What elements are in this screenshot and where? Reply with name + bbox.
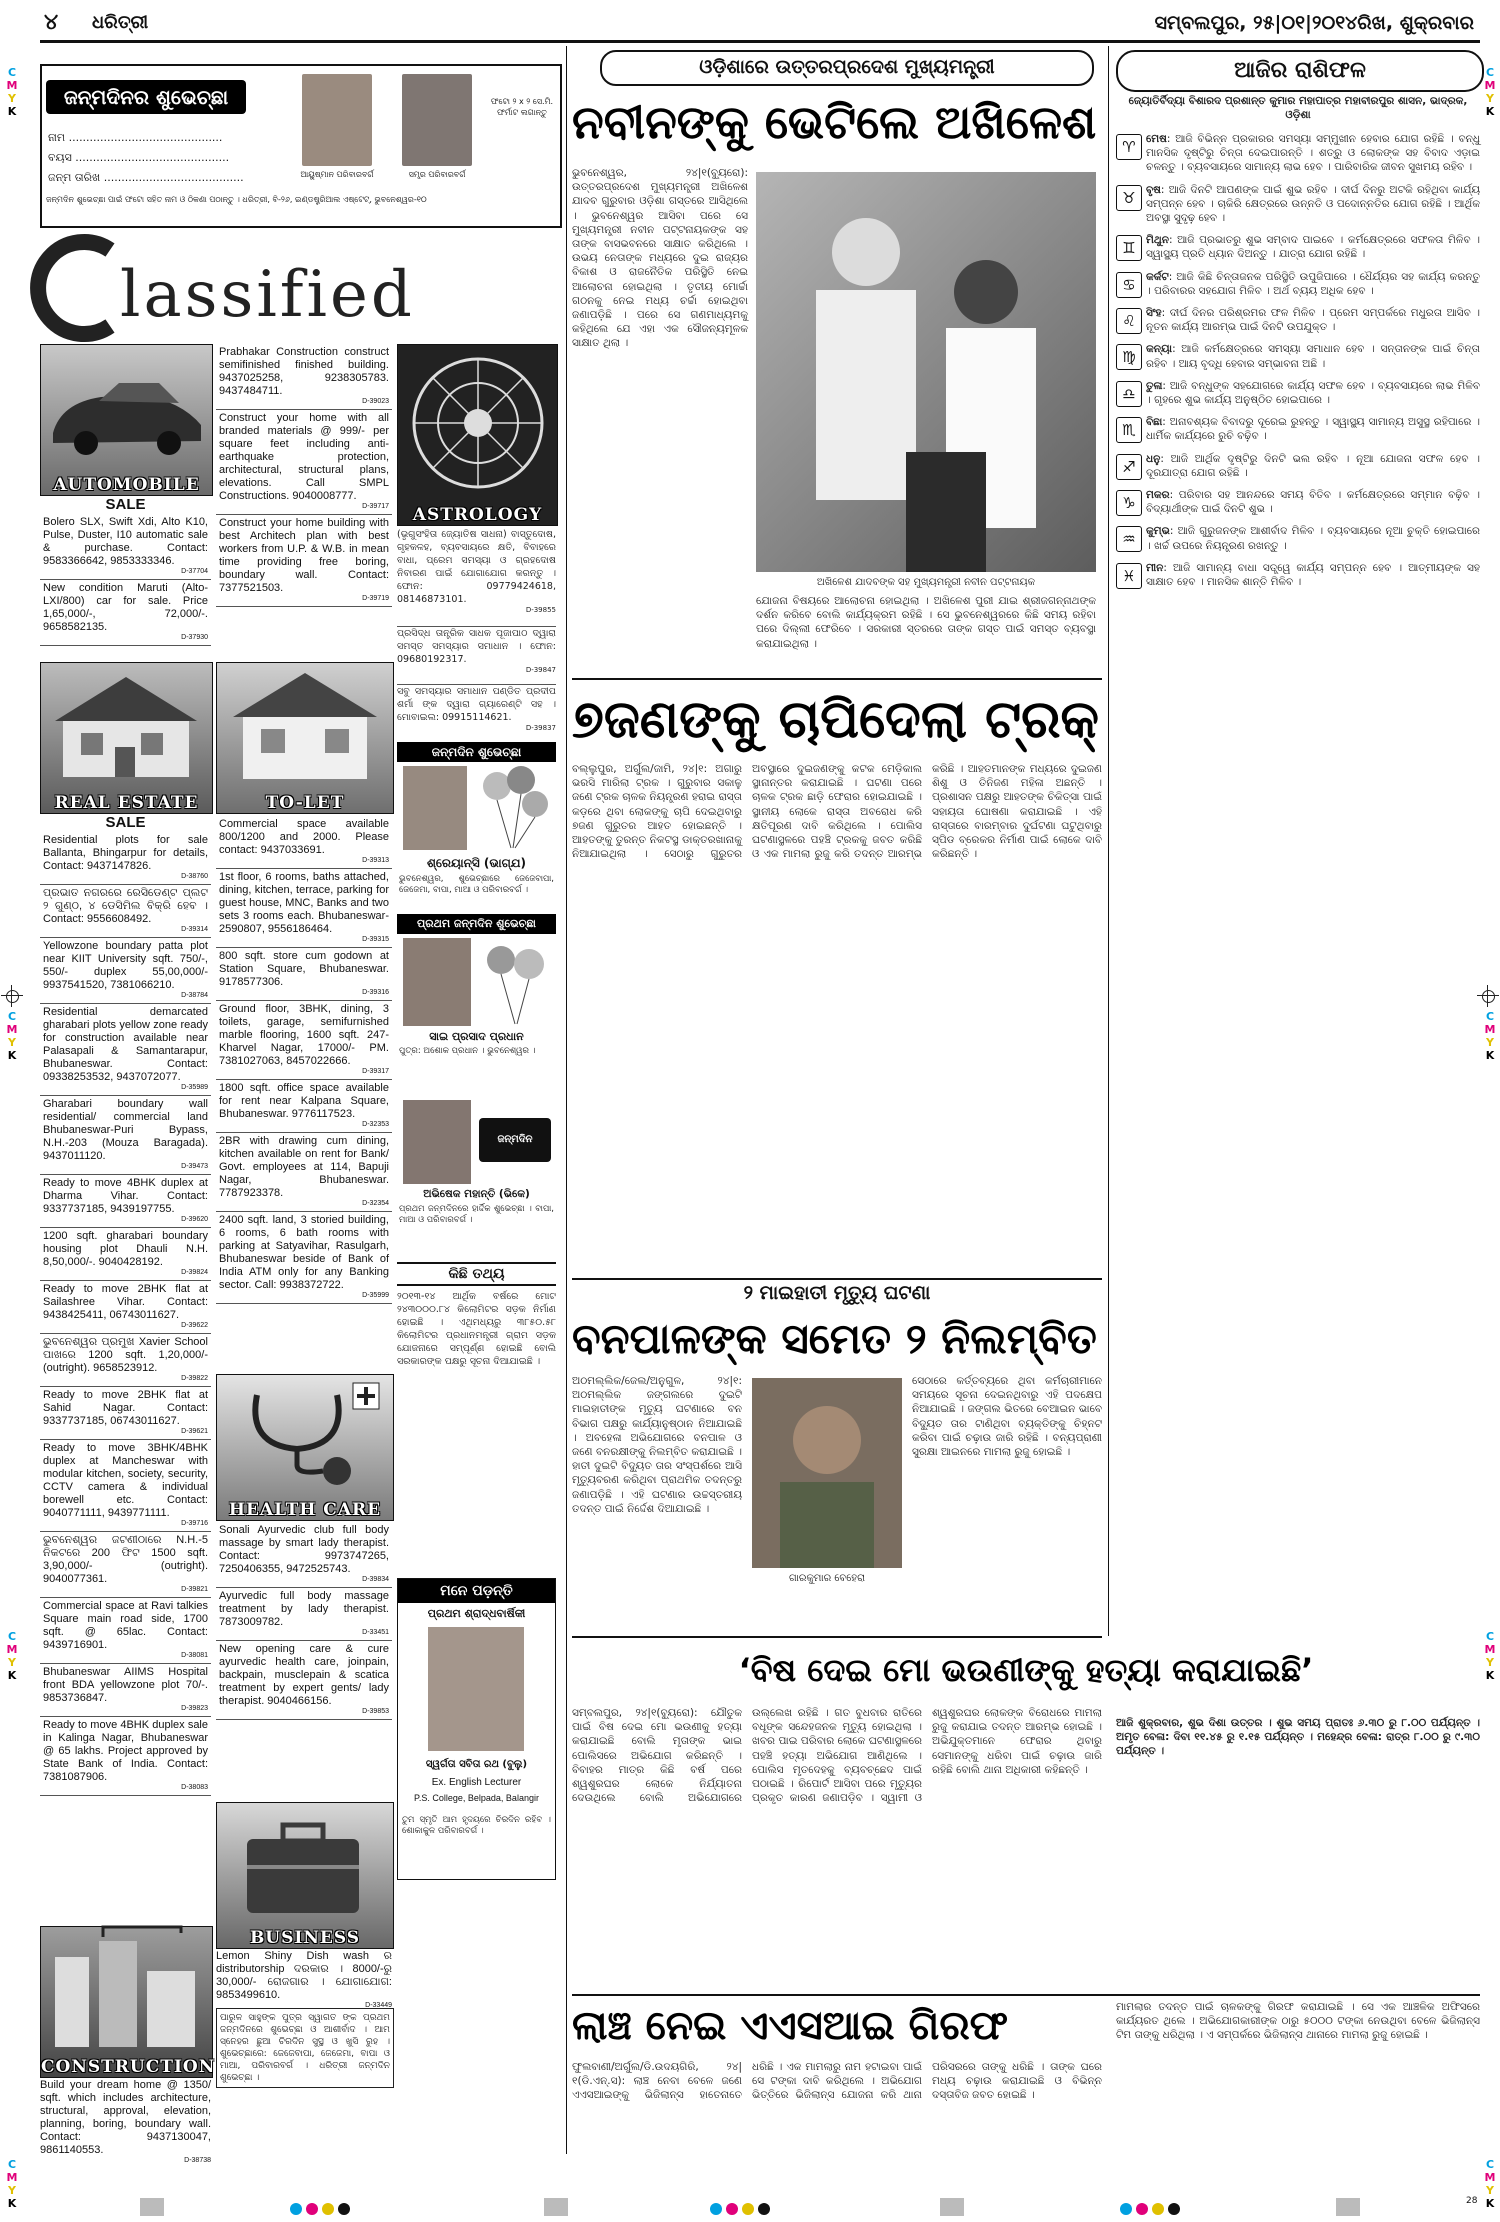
- classified-ad: [216, 1001, 392, 1080]
- ad-code: D-39316: [362, 989, 389, 996]
- ad-code: D-39313: [362, 857, 389, 864]
- classified-ad-text: 1st floor, 6 rooms, baths attached, dining, kitchen, terrace, parking for guest house, MNC, Banks and two sets 3 rooms each. Bhubaneswar-2590807, 9556186464.: [219, 871, 389, 935]
- classified-title: [40, 232, 558, 342]
- ad-code: D-39822: [181, 1375, 208, 1382]
- classified-ad: [40, 1334, 211, 1387]
- classified-ad-text: 1800 sqft. office space available for rent near Kalpana Square, Bhubaneswar. 9776117523.: [219, 1082, 389, 1120]
- balloons-icon: [479, 940, 553, 1026]
- birthday-template-box: ଜନ୍ମଦିନର ଶୁଭେଚ୍ଛା ନାମ ............................................ ବୟସ ............................................ ଜନ୍ମ ତାରିଖ ........................................ ଆୟୁଷ୍ମାନ ପରିବାରବର୍ଗ ସମ୍ବ୍ର ପରିବାରବର୍ଗ ଫଟୋ ୨ x ୨ ସେ.ମି. ଫର୍ମାଟ ଲଗାନ୍ତୁ ଜନ୍ମଦିନ ଶୁଭେଚ୍ଛା ପାଇଁ ଫଟୋ ସହିତ ନାମ ଓ ଠିକଣା ପଠାନ୍ତୁ । ଧରିତ୍ରୀ, ବି-୨୬, ଇଣ୍ଡଷ୍ଟ୍ରିଆଲ ଏଷ୍ଟେଟ୍, ଭୁବନେଶ୍ୱର-୧୦: [40, 64, 562, 228]
- zodiac-sign-icon: ♉: [1116, 185, 1142, 211]
- forest-body-continued: ସେଠାରେ କର୍ତ୍ତବ୍ୟରେ ଥିବା କର୍ମଚାରୀମାନେ ସମୟରେ ସୂଚନା ଦେଇନଥିବାରୁ ଏହି ପଦକ୍ଷେପ ନିଆଯାଇଛି । ଜଙ୍ଗଲ ଭିତରେ ବେଆଇନ ଭାବେ ବିଦ୍ୟୁତ ତାର ଟାଣିଥିବା ବ୍ୟକ୍ତିଙ୍କୁ ଚିହ୍ନଟ କରିବା ପାଇଁ ଚଢ଼ାଉ ଜାରି ରହିଛି । ବନ୍ୟପ୍ରାଣୀ ସୁରକ୍ଷା ଆଇନରେ ମାମଲା ରୁଜୁ ହୋଇଛି ।: [912, 1375, 1102, 1459]
- rashi-text: ବୃଷ: ଆଜି ଦିନଟି ଆପଣଙ୍କ ପାଇଁ ଶୁଭ ରହିବ । ଦୀର୍ଘ ଦିନରୁ ଅଟକି ରହିଥିବା କାର୍ଯ୍ୟ ସମ୍ପନ୍ନ ହେବ । ଚାକିରି କ୍ଷେତ୍ରରେ ଉନ୍ନତି ଓ ପଦୋନ୍ନତିର ଯୋଗ ରହିଛି । ଆର୍ଥିକ ଅବସ୍ଥା ସୁଦୃଢ଼ ହେବ ।: [1146, 183, 1480, 225]
- ad-code: D-38081: [181, 1652, 208, 1659]
- zodiac-sign-icon: ♍: [1116, 344, 1142, 370]
- lead-headline: ନବୀନଙ୍କୁ ଭେଟିଲେ ଅଖିଳେଶ: [572, 95, 1097, 149]
- rashi-prediction: ଆଜି କର୍ମକ୍ଷେତ୍ରରେ ସମସ୍ୟା ସମାଧାନ ହେବ । ସନ୍ତାନଙ୍କ ପାଇଁ ଚିନ୍ତା ରହିବ । ଆୟ ବୃଦ୍ଧି ହେବାର ସମ୍ଭାବନା ଅଛି ।: [1146, 343, 1480, 370]
- classified-ad: [40, 1440, 211, 1532]
- ad-code: D-38738: [184, 2157, 211, 2164]
- to-let-label: TO-LET: [265, 793, 345, 813]
- facts-text: ୨୦୧୩-୧୪ ଆର୍ଥିକ ବର୍ଷରେ ମୋଟ ୨୪୩୦୦୦.୮୪ କିଲୋମିଟର ସଡ଼କ ନିର୍ମାଣ ହୋଇଛି । ଏଥିମଧ୍ୟରୁ ୩୮୫୦.୫୮ କିଲୋମିଟର ପ୍ରଧାନମନ୍ତ୍ରୀ ଗ୍ରାମ ସଡ଼କ ଯୋଜନାରେ ସମ୍ପୂର୍ଣ୍ଣ ହୋଇଛି ବୋଲି ସରକାରଙ୍କ ପକ୍ଷରୁ ସୂଚନା ଦିଆଯାଇଛି ।: [397, 1291, 556, 1367]
- classified-ad-text: New condition Maruti (Alto-LXI/800) car for sale. Price 1,65,000/-, 72,000/-. 9658582135.: [43, 582, 208, 633]
- classified-ad-text: Residential demarcated gharabari plots yellow zone ready for construction available near Palasapali & Samantarapur, Bhubaneswar. Contact: 09338253532, 9437072077.: [43, 1006, 208, 1083]
- classified-ad-text: Ayurvedic full body massage treatment by lady therapist. 7873009782.: [219, 1590, 389, 1628]
- rashi-prediction: ଆଜି ବିଭିନ୍ନ ପ୍ରକାରର ସମସ୍ୟା ସମ୍ମୁଖୀନ ହେବାର ଯୋଗ ରହିଛି । ବନ୍ଧୁ ମାନସିକ ଦୃଷ୍ଟିରୁ ଚିନ୍ତା ଦେଇପାରନ୍ତି । ଶତ୍ରୁ ଓ ଲୋକଙ୍କ ସହ ବିବାଦ ଏଡ଼ାଇ ଚଳନ୍ତୁ । ବ୍ୟବସାୟରେ ସାମାନ୍ୟ ଲାଭ ହେବ । ପାରିବାରିକ ଜୀବନ ସୁଖମୟ ରହିବ ।: [1146, 133, 1480, 174]
- classified-ad: [216, 1641, 392, 1720]
- registration-mark-top-left: C M Y K: [6, 66, 18, 118]
- ad-code: D-39853: [362, 1708, 389, 1715]
- zodiac-sign-icon: ♏: [1116, 417, 1142, 443]
- house-icon: [217, 663, 393, 783]
- rashifala-title-text: ଆଜିର ରାଶିଫଳ: [1234, 58, 1366, 83]
- rashi-name: ଧନୁ: [1146, 452, 1161, 465]
- construction-label: CONSTRUCTION: [41, 2057, 216, 2077]
- classified-ad-text: 2BR with drawing cum dining, kitchen available on rent for Bank/ Govt. employees at 114, Bapuji Nagar, Bhubaneswar. 7787923378.: [219, 1135, 389, 1199]
- ad-code: D-39717: [362, 503, 389, 510]
- rashi-prediction: ଆଜି ବନ୍ଧୁଙ୍କ ସହଯୋଗରେ କାର୍ଯ୍ୟ ସଫଳ ହେବ । ବ୍ୟବସାୟରେ ଲାଭ ମିଳିବ । ଗୃହରେ ଶୁଭ କାର୍ଯ୍ୟ ଅନୁଷ୍ଠିତ ହୋଇପାରେ ।: [1146, 379, 1480, 407]
- astrology-ad-2: [397, 626, 556, 674]
- rashi-name: କନ୍ୟା: [1146, 343, 1173, 356]
- zodiac-sign-icon: ♐: [1116, 454, 1142, 480]
- ad-code: D-35999: [362, 1292, 389, 1299]
- ad-code: D-39621: [181, 1428, 208, 1435]
- automobile-banner: [40, 344, 213, 496]
- child-photo-sai: [403, 938, 471, 1026]
- classified-ad-text: 1200 sqft. gharabari boundary housing plot Dhauli N.H. 8,50,000/-. 9040428192.: [43, 1230, 208, 1268]
- rashi-text: କନ୍ୟା: ଆଜି କର୍ମକ୍ଷେତ୍ରରେ ସମସ୍ୟା ସମାଧାନ ହେବ । ସନ୍ତାନଙ୍କ ପାଇଁ ଚିନ୍ତା ରହିବ । ଆୟ ବୃଦ୍ଧି ହେବାର ସମ୍ଭାବନା ଅଛି ।: [1146, 343, 1480, 370]
- house-icon: [41, 663, 212, 783]
- real-estate-label: REAL ESTATE: [54, 793, 199, 813]
- astrology-ad-1-text: (ଭୃଗୁସଂହିତା ଜ୍ୟୋତିଷ ସାଧନା) ବାସ୍ତୁଦୋଷ, ଗୃହକଳହ, ବ୍ୟବସାୟରେ କ୍ଷତି, ବିବାହରେ ବାଧା, ପ୍ରେମ ସମସ୍ୟା ଓ ଗ୍ରହଦୋଷ ନିବାରଣ ପାଇଁ ଯୋଗାଯୋଗ କରନ୍ତୁ । ଫୋନ: 09779424618, 08146873101.: [397, 529, 556, 605]
- ad-code: D-38784: [181, 992, 208, 999]
- bottom-print-bar: [0, 2190, 1500, 2222]
- stethoscope-icon: [217, 1375, 393, 1493]
- officer-portrait-art: [752, 1378, 902, 1568]
- astrology-ad-2-text: ପ୍ରସିଦ୍ଧ ତାନ୍ତ୍ରିକ ସାଧକ ପୂଜାପାଠ ଦ୍ୱାରା ସମସ୍ତ ସମସ୍ୟାର ସମାଧାନ । ଫୋନ: 09680192317.: [397, 628, 556, 665]
- classified-ad: [216, 344, 392, 410]
- rashi-prediction: ପରିବାର ସହ ଆନନ୍ଦରେ ସମୟ ବିତିବ । କର୍ମକ୍ଷେତ୍ରରେ ସମ୍ମାନ ବଢ଼ିବ । ବିଦ୍ୟାର୍ଥୀଙ୍କ ପାଇଁ ଦିନଟି ଶୁଭ ।: [1146, 489, 1480, 516]
- lead-kicker-text: ଓଡ଼ିଶାରେ ଉତ୍ତରପ୍ରଦେଶ ମୁଖ୍ୟମନ୍ତ୍ରୀ: [699, 56, 995, 78]
- obituary-text: ତୁମ ସ୍ମୃତି ଆମ ହୃଦୟରେ ଚିରଦିନ ରହିବ । ଶୋକାକୁଳ ପରିବାରବର୍ଗ ।: [402, 1815, 551, 1836]
- child-abhishek-badge: [479, 1118, 551, 1189]
- rashi-text: ମକର: ପରିବାର ସହ ଆନନ୍ଦରେ ସମୟ ବିତିବ । କର୍ମକ୍ଷେତ୍ରରେ ସମ୍ମାନ ବଢ଼ିବ । ବିଦ୍ୟାର୍ଥୀଙ୍କ ପାଇଁ ଦିନଟି ଶୁଭ ।: [1146, 489, 1480, 516]
- field-age-label: ବୟସ: [48, 151, 72, 164]
- crosshair-mark-left: [1, 985, 23, 1007]
- registration-mark-bottom-left: C M Y K: [6, 2158, 18, 2210]
- forest-photo-caption: ଗାରକୁମାର ବେହେରା: [788, 1573, 866, 1584]
- classified-ad: [40, 1664, 211, 1717]
- ad-code: D-39719: [362, 595, 389, 602]
- classified-ad: [216, 1588, 392, 1641]
- rashi-entry: [1116, 561, 1480, 589]
- rashi-prediction: ଆଜି ଆର୍ଥିକ ଦୃଷ୍ଟିରୁ ଦିନଟି ଭଲ ରହିବ । ନୂଆ ଯୋଜନା ସଫଳ ହେବ । ଦୂରଯାତ୍ରା ଯୋଗ ରହିଛି ।: [1146, 452, 1480, 479]
- classified-ad-text: Ready to move 3BHK/4BHK duplex at Mancheswar with modular kitchen, society, security, CCTV camera & individual borewell etc. Contact: 9040771111, 9439771111.: [43, 1442, 208, 1519]
- ad-code: D-39622: [181, 1322, 208, 1329]
- child-photo-shreyanshi: [403, 766, 467, 850]
- child-1-caption: ଆୟୁଷ୍ମାନ ପରିବାରବର୍ଗ: [300, 170, 374, 179]
- astrology-ad-3-text: ସବୁ ସମସ୍ୟାର ସମାଧାନ ପଣ୍ଡିତ ପ୍ରଦୀପ ଶର୍ମା ଙ୍କ ଦ୍ୱାରା ଗ୍ୟାରେଣ୍ଟି ସହ । ମୋବାଇଲ: 09915114621.: [397, 686, 556, 723]
- poison-headline: ‘ବିଷ ଦେଇ ମୋ ଭଉଣୀଙ୍କୁ ହତ୍ୟା କରାଯାଇଛି’: [738, 1651, 1314, 1689]
- rashi-name: କର୍କଟ: [1146, 270, 1169, 283]
- rashifala-subtitle: ଜ୍ୟୋତିର୍ବିଦ୍ୟା ବିଶାରଦ ପ୍ରଶାନ୍ତ କୁମାର ମହାପାତ୍ର ମହାବୀରପୁର ଶାସନ, ଭାଦ୍ରକ, ଓଡ଼ିଶା: [1128, 95, 1468, 122]
- rashi-prediction: ଦୀର୍ଘ ଦିନର ପରିଶ୍ରମର ଫଳ ମିଳିବ । ପ୍ରେମ ସମ୍ପର୍କରେ ମଧୁରତା ଆସିବ । ନୂତନ କାର୍ଯ୍ୟ ଆରମ୍ଭ ପାଇଁ ଦିନଟି ଉପଯୁକ୍ତ ।: [1146, 307, 1480, 334]
- rashi-name: କୁମ୍ଭ: [1146, 525, 1170, 538]
- classified-ad: [216, 869, 392, 948]
- rule-under-lead: [572, 678, 1102, 680]
- press-conference-photo-art: [756, 172, 1096, 572]
- forest-kicker: [572, 1282, 1102, 1304]
- obituary-role: Ex. English Lecturer: [431, 1777, 522, 1788]
- rashi-text: ସିଂହ: ଦୀର୍ଘ ଦିନର ପରିଶ୍ରମର ଫଳ ମିଳିବ । ପ୍ରେମ ସମ୍ପର୍କରେ ମଧୁରତା ଆସିବ । ନୂତନ କାର୍ଯ୍ୟ ଆରମ୍ଭ ପାଇଁ ଦିନଟି ଉପଯୁକ୍ତ ।: [1146, 307, 1480, 334]
- classified-ad-text: Ready to move 2BHK flat at Sailashree Vihar. Contact: 9438425411, 06743011627.: [43, 1283, 208, 1321]
- classified-ad: [216, 1133, 392, 1212]
- ad-code: D-33451: [362, 1629, 389, 1636]
- classified-ad-text: Yellowzone boundary patta plot near KIIT University sqft. 750/-, 550/- duplex 55,00,000/- 9937541520, 7381066210.: [43, 940, 208, 991]
- classified-ad-text: ପ୍ରଭାତ ନଗରରେ ରେସିଡେଣ୍ଟ ପ୍ଲଟ ୨ ଗୁଣ୍ଠ, ୪ ଡେସିମିଲ ବିକ୍ରି ହେବ । Contact: 9556608492.: [43, 887, 208, 925]
- registration-mark-low-right: C M Y K: [1484, 1630, 1496, 1682]
- classified-ad: [40, 1717, 211, 1796]
- car-icon: [41, 345, 212, 465]
- bribe-headline: ଲାଞ୍ଚ ନେଇ ଏଏସଆଇ ଗିରଫ: [572, 2003, 1009, 2049]
- ad-code: D-38083: [181, 1784, 208, 1791]
- classified-ad-text: 2400 sqft. land, 3 storied building, 6 rooms, 6 bath rooms with parking at Satyavihar, Rasulgarh, Bhubaneswar beside of Bank of India ATM only for any Banking sector. Call: 9938372722.: [219, 1214, 389, 1291]
- registration-mark-bottom-right: C M Y K: [1484, 2158, 1496, 2210]
- briefcase-icon: [217, 1803, 393, 1921]
- classified-ad-text: Sonali Ayurvedic club full body massage by smart lady therapist. Contact: 9973747265, 7250406355, 9472525743.: [219, 1524, 389, 1575]
- real-estate-ads-list: [40, 832, 211, 1796]
- classified-ad-text: Ground floor, 3BHK, dining, 3 toilets, garage, semifurnished marble flooring, 1600 sqft. 247-Kharvel Nagar, 17000/- PM. 7381027063, 8457022666.: [219, 1003, 389, 1067]
- classified-ad: [40, 1228, 211, 1281]
- lead-body-continued: ଯୋଜନା ବିଷୟରେ ଆଲୋଚନା ହୋଇଥିଲା । ଅଖିଳେଶ ପୁରୀ ଯାଇ ଶ୍ରୀଜଗନ୍ନାଥଙ୍କ ଦର୍ଶନ କରିବେ ବୋଲି କାର୍ଯ୍ୟକ୍ରମ ରହିଛି । ସେ ଭୁବନେଶ୍ୱରରେ କିଛି ସମୟ ରହିବା ପରେ ଦିଲ୍ଲୀ ଫେରିବେ । ସରକାରୀ ସ୍ତରରେ ତାଙ୍କ ଗସ୍ତ ପାଇଁ ସମସ୍ତ ବ୍ୟବସ୍ଥା କରାଯାଇଥିଲା ।: [756, 595, 1096, 650]
- rashi-text: ମେଷ: ଆଜି ବିଭିନ୍ନ ପ୍ରକାରର ସମସ୍ୟା ସମ୍ମୁଖୀନ ହେବାର ଯୋଗ ରହିଛି । ବନ୍ଧୁ ମାନସିକ ଦୃଷ୍ଟିରୁ ଚିନ୍ତା ଦେଇପାରନ୍ତି । ଶତ୍ରୁ ଓ ଲୋକଙ୍କ ସହ ବିବାଦ ଏଡ଼ାଇ ଚଳନ୍ତୁ । ବ୍ୟବସାୟରେ ସାମାନ୍ୟ ଲାଭ ହେବ । ପାରିବାରିକ ଜୀବନ ସୁଖମୟ ରହିବ ।: [1146, 133, 1480, 174]
- balloons-icon: [477, 764, 553, 854]
- page-number: ୪: [44, 10, 59, 35]
- rashi-text: ଧନୁ: ଆଜି ଆର୍ଥିକ ଦୃଷ୍ଟିରୁ ଦିନଟି ଭଲ ରହିବ । ନୂଆ ଯୋଜନା ସଫଳ ହେବ । ଦୂରଯାତ୍ରା ଯୋଗ ରହିଛି ।: [1146, 452, 1480, 479]
- real-estate-banner: [40, 662, 213, 814]
- rashi-entry: [1116, 306, 1480, 334]
- classified-ad: [40, 514, 211, 580]
- zodiac-sign-icon: ♈: [1116, 134, 1142, 160]
- ad-code: D-39315: [362, 936, 389, 943]
- obituary-photo: [428, 1627, 524, 1751]
- registration-mark-mid-left: C M Y K: [6, 1010, 18, 1062]
- rashi-prediction: ଆଜି ଗୁରୁଜନଙ୍କ ଆଶୀର୍ବାଦ ମିଳିବ । ବ୍ୟବସାୟରେ ନୂଆ ଚୁକ୍ତି ହୋଇପାରେ । ଖର୍ଚ୍ଚ ଉପରେ ନିୟନ୍ତ୍ରଣ ରଖନ୍ତୁ ।: [1146, 525, 1480, 552]
- child-2-caption: ସମ୍ବ୍ର ପରିବାରବର୍ଗ: [408, 170, 466, 179]
- rashifala-footer: ଆଜି ଶୁକ୍ରବାର, ଶୁଭ ଦିଶା ଉତ୍ତର । ଶୁଭ ସମୟ ପ୍ରାତଃ ୬.୩୦ ରୁ ୮.୦୦ ପର୍ଯ୍ୟନ୍ତ । ଅମୃତ ବେଳା: ଦିବା ୧୧.୪୫ ରୁ ୧.୧୫ ପର୍ଯ୍ୟନ୍ତ । ମହେନ୍ଦ୍ର ବେଳା: ରାତ୍ର ୮.୦୦ ରୁ ୯.୩୦ ପର୍ଯ୍ୟନ୍ତ ।: [1116, 1717, 1480, 1758]
- classified-ad-text: ଭୁବନେଶ୍ୱର ଜଟଣୀଠାରେ N.H.-5 ନିକଟରେ 200 ଫିଟ 1500 sqft. 3,90,000/- (outright). 9040077361.: [43, 1534, 208, 1585]
- rashi-text: କୁମ୍ଭ: ଆଜି ଗୁରୁଜନଙ୍କ ଆଶୀର୍ବାଦ ମିଳିବ । ବ୍ୟବସାୟରେ ନୂଆ ଚୁକ୍ତି ହୋଇପାରେ । ଖର୍ଚ୍ଚ ଉପରେ ନିୟନ୍ତ୍ରଣ ରଖନ୍ତୁ ।: [1146, 525, 1480, 552]
- classified-ad: [40, 1175, 211, 1228]
- bribe-body: ଫୁଲବାଣୀ/ଅର୍ଗୁଲ/ଡି.ଉଦୟଗିରି, ୨୪|୧(ଡି.ଏନ୍.ସ): ଲାଞ୍ଚ ନେବା ବେଳେ ଜଣେ ଏଏସଆଇଙ୍କୁ ଭିଜିଲାନ୍ସ ହାତେନାତେ ଧରିଛି । ଏକ ମାମଲାରୁ ନାମ ହଟାଇବା ପାଇଁ ସେ ଟଙ୍କା ଦାବି କରିଥିଲେ । ଅଭିଯୋଗ ଭିତ୍ତିରେ ଭିଜିଲାନ୍ସ ଯୋଜନା କରି ଥାନା ପରିସରରେ ତାଙ୍କୁ ଧରିଛି । ତାଙ୍କ ଘରେ ମଧ୍ୟ ଚଢ଼ାଉ କରାଯାଇଛି ଓ ବିଭିନ୍ନ ଦସ୍ତାବିଜ ଜବତ ହୋଇଛି ।: [572, 2061, 1102, 2102]
- ad-code: D-39837: [525, 724, 556, 732]
- ad-code: D-39855: [525, 606, 556, 614]
- classified-ad-text: Ready to move 4BHK duplex at Dharma Vihar. Contact: 9337737185, 9439197755.: [43, 1177, 208, 1215]
- rashi-name: ମେଷ: [1146, 133, 1167, 145]
- field-dob-label: ଜନ୍ମ ତାରିଖ: [48, 171, 101, 184]
- rashi-prediction: ଆଜି ପ୍ରଭାତରୁ ଶୁଭ ସମ୍ବାଦ ପାଇବେ । କର୍ମକ୍ଷେତ୍ରରେ ସଫଳତା ମିଳିବ । ସ୍ୱାସ୍ଥ୍ୟ ପ୍ରତି ଧ୍ୟାନ ଦିଅନ୍ତୁ । ଯାତ୍ରା ଯୋଗ ରହିଛି ।: [1146, 234, 1480, 261]
- classified-ad: [40, 1281, 211, 1334]
- classified-ad-text: Gharabari boundary wall residential/ commercial land Bhubaneswar-Puri Bypass, N.H.-203 (Mouza Baragada). 9437011120.: [43, 1098, 208, 1162]
- wish-text: ପାରୁଳ ସାହୁଙ୍କ ପୁତ୍ର ସ୍ୱାଗତ ଙ୍କ ପ୍ରଥମ ଜନ୍ମଦିନରେ ଶୁଭେଚ୍ଛା ଓ ଆଶୀର୍ବାଦ । ଆମ ସ୍ନେହର ଛୁଆ ଚିରଦିନ ସୁସ୍ଥ ଓ ଖୁସି ରୁହ । ଶୁଭେଚ୍ଛାରେ: ଜେଜେବାପା, ଜେଜେମା, ବାପା ଓ ମାଆ, ପରିବାରବର୍ଗ । ଧରିତ୍ରୀ ଜନ୍ମଦିନ ଶୁଭେଚ୍ଛା ।: [220, 2013, 390, 2083]
- rashi-text: ମିଥୁନ: ଆଜି ପ୍ରଭାତରୁ ଶୁଭ ସମ୍ବାଦ ପାଇବେ । କର୍ମକ୍ଷେତ୍ରରେ ସଫଳତା ମିଳିବ । ସ୍ୱାସ୍ଥ୍ୟ ପ୍ରତି ଧ୍ୟାନ ଦିଅନ୍ତୁ । ଯାତ୍ରା ଯୋଗ ରହିଛି ।: [1146, 234, 1480, 261]
- ad-code: D-39847: [525, 666, 556, 674]
- lead-photo: [756, 172, 1096, 572]
- ad-code: D-33449: [365, 2002, 392, 2009]
- rashi-entry: [1116, 270, 1480, 298]
- automobile-ads-list: [40, 514, 211, 646]
- ad-code: D-35989: [181, 1084, 208, 1091]
- first-birthday-heading: ପ୍ରଥମ ଜନ୍ମଦିନ ଶୁଭେଚ୍ଛା: [397, 914, 556, 934]
- rashi-entry: [1116, 524, 1480, 552]
- rashifala-list: [1116, 132, 1480, 1712]
- ad-code: D-39824: [181, 1269, 208, 1276]
- rashi-entry: [1116, 132, 1480, 175]
- classified-ad-text: ଭୁବନେଶ୍ୱର ପ୍ରମୁଖ Xavier School ପାଖରେ 1200 sqft. 1,20,000/- (outright). 9658523912.: [43, 1336, 208, 1374]
- business-ad: [216, 1950, 392, 2010]
- classified-ad-text: Ready to move 2BHK flat at Sahid Nagar. Contact: 9337737185, 06743011627.: [43, 1389, 208, 1427]
- business-label: BUSINESS: [249, 1928, 361, 1948]
- child-name-abhishek: ଅଭିଷେକ ମହାନ୍ତି (ଭିକେ): [423, 1188, 530, 1200]
- rashi-name: ମକର: [1146, 489, 1170, 502]
- obituary-subheading: ପ୍ରଥମ ଶ୍ରାଦ୍ଧବାର୍ଷିକୀ: [427, 1607, 526, 1620]
- page-header: [40, 6, 1480, 43]
- forest-body: ଅଠମଲ୍ଲିକ/ଜେଲ/ଅନୁଗୁଳ, ୨୪|୧: ଅଠମଲ୍ଲିକ ଜଙ୍ଗଲରେ ଦୁଇଟି ମାଇହାତୀଙ୍କ ମୃତ୍ୟୁ ଘଟଣାରେ ବନ ବିଭାଗ ପକ୍ଷରୁ କାର୍ଯ୍ୟାନୁଷ୍ଠାନ ନିଆଯାଇଛି । ଅବହେଳା ଅଭିଯୋଗରେ ବନପାଳ ଓ ଜଣେ ବନରକ୍ଷୀଙ୍କୁ ନିଲମ୍ବିତ କରାଯାଇଛି । ହାତୀ ଦୁଇଟି ବିଦ୍ୟୁତ ତାର ସଂସ୍ପର୍ଶରେ ଆସି ମୃତ୍ୟୁବରଣ କରିଥିବା ପ୍ରାଥମିକ ତଦନ୍ତରୁ ଜଣାପଡ଼ିଛି । ଏହି ଘଟଣାର ଉଚ୍ଚସ୍ତରୀୟ ତଦନ୍ତ ପାଇଁ ନିର୍ଦ୍ଦେଶ ଦିଆଯାଇଛି ।: [572, 1375, 742, 1515]
- rashi-entry: [1116, 488, 1480, 516]
- classified-ad: [40, 1096, 211, 1175]
- classified-ad: [40, 1532, 211, 1598]
- ad-code: D-39821: [181, 1586, 208, 1593]
- wish-notice: [216, 2008, 394, 2088]
- zodiac-wheel-icon: [398, 345, 557, 495]
- classified-ad-text: Commercial space available 800/1200 and 2000. Please contact: 9437033691.: [219, 818, 389, 856]
- to-let-banner: [216, 662, 394, 814]
- classified-ad: [216, 1212, 392, 1304]
- ad-code: D-37930: [181, 634, 208, 641]
- folio-number: 28: [1466, 2196, 1478, 2206]
- building-icon: [41, 1927, 212, 2047]
- child-photo-1: [302, 74, 372, 166]
- health-care-label: HEALTH CARE: [228, 1500, 382, 1520]
- zodiac-sign-icon: ♑: [1116, 490, 1142, 516]
- rashi-prediction: ଆଜି ସାମାନ୍ୟ ବାଧା ସତ୍ତ୍ୱେ କାର୍ଯ୍ୟ ସମ୍ପନ୍ନ ହେବ । ଆତ୍ମୀୟଙ୍କ ସହ ସାକ୍ଷାତ ହେବ । ମାନସିକ ଶାନ୍ତି ମିଳିବ ।: [1146, 561, 1480, 589]
- rashi-text: ତୁଳା: ଆଜି ବନ୍ଧୁଙ୍କ ସହଯୋଗରେ କାର୍ଯ୍ୟ ସଫଳ ହେବ । ବ୍ୟବସାୟରେ ଲାଭ ମିଳିବ । ଗୃହରେ ଶୁଭ କାର୍ଯ୍ୟ ଅନୁଷ୍ଠିତ ହୋଇପାରେ ।: [1146, 379, 1480, 407]
- to-let-ads-list: [216, 816, 392, 1304]
- forest-kicker-text: ୨ ମାଇହାତୀ ମୃତ୍ୟୁ ଘଟଣା: [743, 1282, 931, 1304]
- astrology-ad-1: [397, 528, 556, 614]
- classified-ad: [216, 1080, 392, 1133]
- obituary-name: ସ୍ୱର୍ଗତା ସବିତା ରଥ (ବୁଲୁ): [425, 1759, 528, 1770]
- registration-mark-top-right: C M Y K: [1484, 66, 1496, 118]
- photo-size-note: ଫଟୋ ୨ x ୨ ସେ.ମି. ଫର୍ମାଟ ଲଗାନ୍ତୁ: [490, 97, 554, 117]
- classified-ad: [216, 410, 392, 515]
- column-divider: [566, 46, 567, 2154]
- classified-ad: [216, 515, 392, 607]
- obituary-heading: ମନେ ପଡ଼ନ୍ତି: [398, 1579, 555, 1603]
- ad-code: D-39716: [181, 1520, 208, 1527]
- zodiac-sign-icon: ♒: [1116, 526, 1142, 552]
- ad-code: D-32353: [362, 1121, 389, 1128]
- birthday-footnote: ଜନ୍ମଦିନ ଶୁଭେଚ୍ଛା ପାଇଁ ଫଟୋ ସହିତ ନାମ ଓ ଠିକଣା ପଠାନ୍ତୁ । ଧରିତ୍ରୀ, ବି-୨୬, ଇଣ୍ଡଷ୍ଟ୍ରିଆଲ ଏଷ୍ଟେଟ୍, ଭୁବନେଶ୍ୱର-୧୦: [46, 195, 427, 204]
- classified-ad: [216, 816, 392, 869]
- lead-photo-caption: ଅଖିଳେଶ ଯାଦବଙ୍କ ସହ ମୁଖ୍ୟମନ୍ତ୍ରୀ ନବୀନ ପଟ୍ଟନାୟକ: [816, 577, 1036, 588]
- ad-code: D-39023: [362, 398, 389, 405]
- ad-code: D-39473: [181, 1163, 208, 1170]
- crosshair-mark-right: [1477, 985, 1499, 1007]
- ad-code: D-38760: [181, 873, 208, 880]
- lead-body: ଭୁବନେଶ୍ୱର, ୨୪|୧(ବ୍ୟୁରୋ): ଉତ୍ତରପ୍ରଦେଶ ମୁଖ୍ୟମନ୍ତ୍ରୀ ଅଖିଳେଶ ଯାଦବ ଗୁରୁବାର ଓଡ଼ିଶା ଗସ୍ତରେ ଆସିଥିଲେ । ଭୁବନେଶ୍ୱର ଆସିବା ପରେ ସେ ମୁଖ୍ୟମନ୍ତ୍ରୀ ନବୀନ ପଟ୍ଟନାୟକଙ୍କ ସହ ତାଙ୍କ ବାସଭବନରେ ସାକ୍ଷାତ କରିଥିଲେ । ଉଭୟ ନେତାଙ୍କ ମଧ୍ୟରେ ଦୁଇ ରାଜ୍ୟର ବିକାଶ ଓ ରାଜନୈତିକ ପରିସ୍ଥିତି ନେଇ ଆଲୋଚନା ହୋଇଥିଲା । ତୃତୀୟ ମୋର୍ଚ୍ଚା ଗଠନକୁ ନେଇ ମଧ୍ୟ ଚର୍ଚ୍ଚା ହୋଇଥିବା ଜଣାପଡ଼ିଛି । ପରେ ସେ ଗଣମାଧ୍ୟମକୁ କହିଥିଲେ ଯେ ଏହା ଏକ ସୌଜନ୍ୟମୂଳକ ସାକ୍ଷାତ ଥିଲା ।: [572, 167, 748, 350]
- classified-ad-text: Bolero SLX, Swift Xdi, Alto K10, Pulse, Duster, I10 automatic sale & purchase. Contact: 9583366642, 9853333346.: [43, 516, 208, 567]
- dateline: ସମ୍ବଲପୁର, ୨୫|୦୧|୨୦୧୪ରିଖ, ଶୁକ୍ରବାର: [1154, 12, 1474, 34]
- construction-ad: [40, 2079, 211, 2165]
- rashi-name: ତୁଳା: [1146, 379, 1163, 392]
- child-text-sai: ପୁତ୍ର: ଅଶୋକ ପ୍ରଧାନ । ଭୁବନେଶ୍ୱର ।: [399, 1046, 536, 1056]
- child-text-abhishek: ପ୍ରଥମ ଜନ୍ମଦିନରେ ହାର୍ଦ୍ଦିକ ଶୁଭେଚ୍ଛା । ବାପା, ମାଆ ଓ ପରିବାରବର୍ଗ ।: [399, 1204, 554, 1225]
- classified-ad-text: Residential plots for sale Ballanta, Bhingarpur for details, Contact: 9437147826.: [43, 834, 208, 872]
- construction-banner: [40, 1926, 216, 2078]
- classified-ad-text: Prabhakar Construction construct semifinished finished building. 9437025258, 9238305783. 9437484711.: [219, 346, 389, 397]
- business-ad-text: Lemon Shiny Dish wash ର distributorship ଦରକାର । 8000/-ରୁ 30,000/- ରୋଜଗାର । ଯୋଗାଯୋଗ: 9853499610.: [216, 1950, 392, 2001]
- rashi-text: ବିଛା: ଅନାବଶ୍ୟକ ବିବାଦରୁ ଦୂରେଇ ରୁହନ୍ତୁ । ସ୍ୱାସ୍ଥ୍ୟ ସାମାନ୍ୟ ଅସୁସ୍ଥ ରହିପାରେ । ଧାର୍ମିକ କାର୍ଯ୍ୟରେ ରୁଚି ବଢ଼ିବ ।: [1146, 416, 1480, 443]
- rashi-text: ମୀନ: ଆଜି ସାମାନ୍ୟ ବାଧା ସତ୍ତ୍ୱେ କାର୍ଯ୍ୟ ସମ୍ପନ୍ନ ହେବ । ଆତ୍ମୀୟଙ୍କ ସହ ସାକ୍ଷାତ ହେବ । ମାନସିକ ଶାନ୍ତି ମିଳିବ ।: [1146, 561, 1480, 589]
- classified-ad-text: New opening care & cure ayurvedic health care, joinpain, backpain, musclepain & scatica treatment by expert gents/ lady therapist. 9040466156.: [219, 1643, 389, 1707]
- health-care-ads-list: [216, 1522, 392, 1720]
- ad-code: D-39314: [181, 926, 208, 933]
- classified-ad: [216, 948, 392, 1001]
- rule-under-forest: [572, 1636, 1102, 1638]
- truck-headline: ୭ଜଣଙ୍କୁ ଚାପିଦେଲା ଟ୍ରକ୍: [572, 690, 1099, 750]
- classified-title-art: [40, 232, 558, 342]
- classified-ad: [40, 938, 211, 1004]
- automobile-label: AUTOMOBILE: [53, 475, 200, 495]
- rashifala-title: [1116, 50, 1484, 92]
- forest-headline: ବନପାଳଙ୍କ ସମେତ ୨ ନିଲମ୍ବିତ: [572, 1314, 1097, 1363]
- field-name-label: ନାମ: [48, 131, 66, 144]
- child-photo-2: [402, 74, 472, 166]
- health-care-banner: [216, 1374, 394, 1521]
- rashi-name: ସିଂହ: [1146, 307, 1162, 320]
- zodiac-sign-icon: ♋: [1116, 272, 1142, 298]
- classified-ad-text: Commercial space at Ravi talkies Square main road side, 1700 sqft. @ 65lac. Contact: 9439716901.: [43, 1600, 208, 1651]
- rashi-prediction: ଆଜି କିଛି ଚିନ୍ତାଜନକ ପରିସ୍ଥିତି ଉପୁଜିପାରେ । ଧୈର୍ଯ୍ୟର ସହ କାର୍ଯ୍ୟ କରନ୍ତୁ । ପରିବାରର ସହଯୋଗ ମିଳିବ । ଅର୍ଥ ବ୍ୟୟ ଅଧିକ ହେବ ।: [1146, 270, 1480, 297]
- classified-ad-text: 800 sqft. store cum godown at Station Square, Bhubaneswar. 9178577306.: [219, 950, 389, 988]
- classified-ad: [40, 1387, 211, 1440]
- ad-code: D-39317: [362, 1068, 389, 1075]
- rashi-entry: [1116, 183, 1480, 226]
- classified-ad: [40, 885, 211, 938]
- rashi-name: ମୀନ: [1146, 561, 1164, 574]
- birthday-wish-heading: ଜନ୍ମଦିନ ଶୁଭେଚ୍ଛା: [397, 742, 556, 762]
- child-text-shreyanshi: ଭୁବନେଶ୍ୱର, ଶୁଭେଚ୍ଛାରେ ଜେଜେବାପା, ଜେଜେମା, ବାପା, ମାଆ ଓ ପରିବାରବର୍ଗ ।: [399, 874, 554, 895]
- classified-ad-text: Construct your home with all branded materials @ 999/- per square feet including anti- earthquake protection, architectural, structural plans, elevations. Call SMPL Constructions. 9040008777.: [219, 412, 389, 502]
- column-a: [40, 344, 216, 2164]
- child-photo-abhishek: [403, 1100, 471, 1184]
- registration-mark-low-left: C M Y K: [6, 1630, 18, 1682]
- business-banner: [216, 1802, 394, 1949]
- rashi-name: ବିଛା: [1146, 416, 1163, 429]
- obituary-box: [397, 1578, 556, 1880]
- classified-ad-text: Construct your home building with best Architech plan with best workers from U.P. & W.B. in mean time providing free boring, boundary wall. Contact: 7377521503.: [219, 517, 389, 594]
- construction-ad-text: Build your dream home @ 1350/ sqft. which includes architecture, structural, approval, elevation, planning, boring, boundary wall. Contact: 9437130047, 9861140553.: [40, 2079, 211, 2156]
- rashi-name: ମିଥୁନ: [1146, 234, 1169, 247]
- classified-ad: [40, 832, 211, 885]
- sale-label-auto: SALE: [105, 496, 146, 513]
- lead-kicker: [600, 50, 1094, 86]
- rule-under-poison: [572, 1994, 1480, 1996]
- right-bottom-story: ମାମଲାର ତଦନ୍ତ ପାଇଁ ଚାଳକଙ୍କୁ ଗିରଫ କରାଯାଇଛି । ସେ ଏକ ଆଞ୍ଚଳିକ ଅଫିସରେ କାର୍ଯ୍ୟରତ ଥିଲେ । ଅଭିଯୋଗକାରୀଙ୍କ ଠାରୁ ୫୦୦୦ ଟଙ୍କା ନେଉଥିବା ବେଳେ ଭିଜିଲାନ୍ସ ଟିମ ତାଙ୍କୁ ଧରିଥିଲା । ଏ ସମ୍ପର୍କରେ ଭିଜିଲାନ୍ସ ଥାନାରେ ମାମଲା ରୁଜୁ ହୋଇଛି ।: [1116, 2001, 1480, 2042]
- zodiac-sign-icon: ♊: [1116, 235, 1142, 261]
- classified-ad-text: Ready to move 4BHK duplex sale in Kalinga Nagar, Bhubaneswar @ 65 lakhs. Project approved by State Bank of India. Contact: 7381087906.: [43, 1719, 208, 1783]
- astrology-label: ASTROLOGY: [412, 505, 543, 525]
- rashi-prediction: ଆଜି ଦିନଟି ଆପଣଙ୍କ ପାଇଁ ଶୁଭ ରହିବ । ଦୀର୍ଘ ଦିନରୁ ଅଟକି ରହିଥିବା କାର୍ଯ୍ୟ ସମ୍ପନ୍ନ ହେବ । ଚାକିରି କ୍ଷେତ୍ରରେ ଉନ୍ନତି ଓ ପଦୋନ୍ନତିର ଯୋଗ ରହିଛି । ଆର୍ଥିକ ଅବସ୍ଥା ସୁଦୃଢ଼ ହେବ ।: [1146, 183, 1480, 225]
- ad-code: D-39823: [181, 1705, 208, 1712]
- construction-ads-list: [216, 344, 392, 607]
- column-c: [397, 344, 558, 2154]
- facts-heading: [397, 1262, 556, 1286]
- rule-under-truck: [572, 1278, 1102, 1280]
- rashi-entry: [1116, 342, 1480, 370]
- child-name-sai: ସାଇ ପ୍ରସାଦ ପ୍ରଧାନ: [429, 1030, 524, 1043]
- zodiac-sign-icon: ♌: [1116, 308, 1142, 334]
- zodiac-sign-icon: ♎: [1116, 381, 1142, 407]
- registration-mark-mid-right: C M Y K: [1484, 1010, 1496, 1062]
- classified-ad: [40, 1598, 211, 1664]
- child-abhishek-badge-text: ଜନ୍ମଦିନ ଶୁଭେଚ୍ଛା: [496, 1134, 534, 1189]
- ad-code: D-37704: [181, 568, 208, 575]
- column-b: [216, 344, 394, 2154]
- zodiac-sign-icon: ♓: [1116, 563, 1142, 589]
- forest-officer-photo: [752, 1378, 902, 1568]
- ad-code: D-39620: [181, 1216, 208, 1223]
- classified-ad: [216, 1522, 392, 1588]
- rashi-entry: [1116, 415, 1480, 443]
- rashifala-divider: [1108, 46, 1109, 1636]
- paper-name: ଧରିତ୍ରୀ: [92, 12, 149, 33]
- sale-label-estate: SALE: [105, 814, 146, 831]
- ad-code: D-32354: [362, 1200, 389, 1207]
- rashi-prediction: ଅନାବଶ୍ୟକ ବିବାଦରୁ ଦୂରେଇ ରୁହନ୍ତୁ । ସ୍ୱାସ୍ଥ୍ୟ ସାମାନ୍ୟ ଅସୁସ୍ଥ ରହିପାରେ । ଧାର୍ମିକ କାର୍ଯ୍ୟରେ ରୁଚି ବଢ଼ିବ ।: [1146, 416, 1480, 443]
- poison-body: ସମ୍ବଲପୁର, ୨୪|୧(ବ୍ୟୁରୋ): ଯୌତୁକ ପାଇଁ ବିଷ ଦେଇ ମୋ ଭଉଣୀକୁ ହତ୍ୟା କରାଯାଇଛି ବୋଲି ମୃତାଙ୍କ ଭାଇ ପୋଲିସରେ ଅଭିଯୋଗ କରିଛନ୍ତି । ବିବାହର ମାତ୍ର କିଛି ବର୍ଷ ପରେ ଶ୍ୱଶୁରଘର ଲୋକେ ନିର୍ଯ୍ୟାତନା ଦେଉଥିଲେ ବୋଲି ଅଭିଯୋଗରେ ଉଲ୍ଲେଖ ରହିଛି । ଗତ ବୁଧବାର ରାତିରେ ବଧୂଙ୍କ ସନ୍ଦେହଜନକ ମୃତ୍ୟୁ ହୋଇଥିଲା । ଖବର ପାଇ ପରିବାର ଲୋକେ ଘଟଣାସ୍ଥଳରେ ପହଞ୍ଚି ହତ୍ୟା ଅଭିଯୋଗ ଆଣିଥିଲେ । ପୋଲିସ ମୃତଦେହକୁ ବ୍ୟବଚ୍ଛେଦ ପାଇଁ ପଠାଇଛି । ରିପୋର୍ଟ ଆସିବା ପରେ ମୃତ୍ୟୁର ପ୍ରକୃତ କାରଣ ଜଣାପଡ଼ିବ । ସ୍ୱାମୀ ଓ ଶ୍ୱଶୁରଘର ଲୋକଙ୍କ ବିରୋଧରେ ମାମଲା ରୁଜୁ କରାଯାଇ ତଦନ୍ତ ଆରମ୍ଭ ହୋଇଛି । ଅଭିଯୁକ୍ତମାନେ ଫେରାର ଥିବାରୁ ସେମାନଙ୍କୁ ଧରିବା ପାଇଁ ଚଢ଼ାଉ ଜାରି ରହିଛି ବୋଲି ଥାନା ଅଧିକାରୀ କହିଛନ୍ତି ।: [572, 1707, 1102, 1805]
- classified-word: lassified: [120, 258, 415, 332]
- facts-heading-text: କିଛି ତଥ୍ୟ: [448, 1266, 505, 1282]
- rashi-entry: [1116, 233, 1480, 261]
- rashi-entry: [1116, 379, 1480, 407]
- rashi-text: କର୍କଟ: ଆଜି କିଛି ଚିନ୍ତାଜନକ ପରିସ୍ଥିତି ଉପୁଜିପାରେ । ଧୈର୍ଯ୍ୟର ସହ କାର୍ଯ୍ୟ କରନ୍ତୁ । ପରିବାରର ସହଯୋଗ ମିଳିବ । ଅର୍ଥ ବ୍ୟୟ ଅଧିକ ହେବ ।: [1146, 270, 1480, 297]
- truck-body: ବଲ୍ଲୁପୁର, ଅର୍ଗୁଲ/ଜାମି, ୨୪|୧: ଅଗାରୁ ଭରସି ମାରିଲା ଟ୍ରକ । ଗୁରୁବାର ସକାଳୁ ଜଣେ ଟ୍ରକ ଚାଳକ ନିୟନ୍ତ୍ରଣ ହରାଇ ରାସ୍ତା କଡ଼ରେ ଥିବା ଲୋକଙ୍କୁ ଚାପି ଦେଇଥିବାରୁ ୭ଜଣ ଗୁରୁତର ଆହତ ହୋଇଛନ୍ତି । ଆହତଙ୍କୁ ତୁରନ୍ତ ନିକଟସ୍ଥ ଡାକ୍ତରଖାନାକୁ ନିଆଯାଇଥିଲା । ସେଠାରୁ ଗୁରୁତର ଅବସ୍ଥାରେ ଦୁଇଜଣଙ୍କୁ କଟକ ମେଡ଼ିକାଲ ସ୍ଥାନାନ୍ତର କରାଯାଇଛି । ଘଟଣା ପରେ ଚାଳକ ଟ୍ରକ ଛାଡ଼ି ଫେରାର ହୋଇଯାଇଛି । ସ୍ଥାନୀୟ ଲୋକେ ରାସ୍ତା ଅବରୋଧ କରି କ୍ଷତିପୂରଣ ଦାବି କରିଥିଲେ । ପୋଲିସ ଘଟଣାସ୍ଥଳରେ ପହଞ୍ଚି ଟ୍ରକକୁ ଜବତ କରିଛି ଓ ଏକ ମାମଲା ରୁଜୁ କରି ତଦନ୍ତ ଆରମ୍ଭ କରିଛି । ଆହତମାନଙ୍କ ମଧ୍ୟରେ ଦୁଇଜଣ ଶିଶୁ ଓ ତିନିଜଣ ମହିଳା ଅଛନ୍ତି । ପ୍ରଶାସନ ପକ୍ଷରୁ ଆହତଙ୍କ ଚିକିତ୍ସା ପାଇଁ ସହାୟତା ଘୋଷଣା କରାଯାଇଛି । ଏହି ରାସ୍ତାରେ ବାରମ୍ବାର ଦୁର୍ଘଟଣା ଘଟୁଥିବାରୁ ସ୍ପିଡ ବ୍ରେକର ନିର୍ମାଣ ପାଇଁ ଲୋକେ ଦାବି କରିଛନ୍ତି ।: [572, 763, 1102, 861]
- rashi-entry: [1116, 452, 1480, 480]
- classified-ad: [40, 1004, 211, 1096]
- ad-code: D-39834: [362, 1576, 389, 1583]
- rashi-name: ବୃଷ: [1146, 183, 1161, 196]
- obituary-place: P.S. College, Belpada, Balangir: [414, 1793, 539, 1803]
- child-name-shreyanshi: ଶ୍ରେୟାନ୍ସି (ଭାଗ୍ଯ): [426, 856, 526, 870]
- classified-ad: [40, 580, 211, 646]
- astrology-banner: [397, 344, 558, 526]
- astrology-ad-3: [397, 684, 556, 732]
- classified-ad-text: Bhubaneswar AIIMS Hospital front BDA yellowzone plot 70/-. 9853736847.: [43, 1666, 208, 1704]
- birthday-box-title: ଜନ୍ମଦିନର ଶୁଭେଚ୍ଛା: [46, 80, 246, 114]
